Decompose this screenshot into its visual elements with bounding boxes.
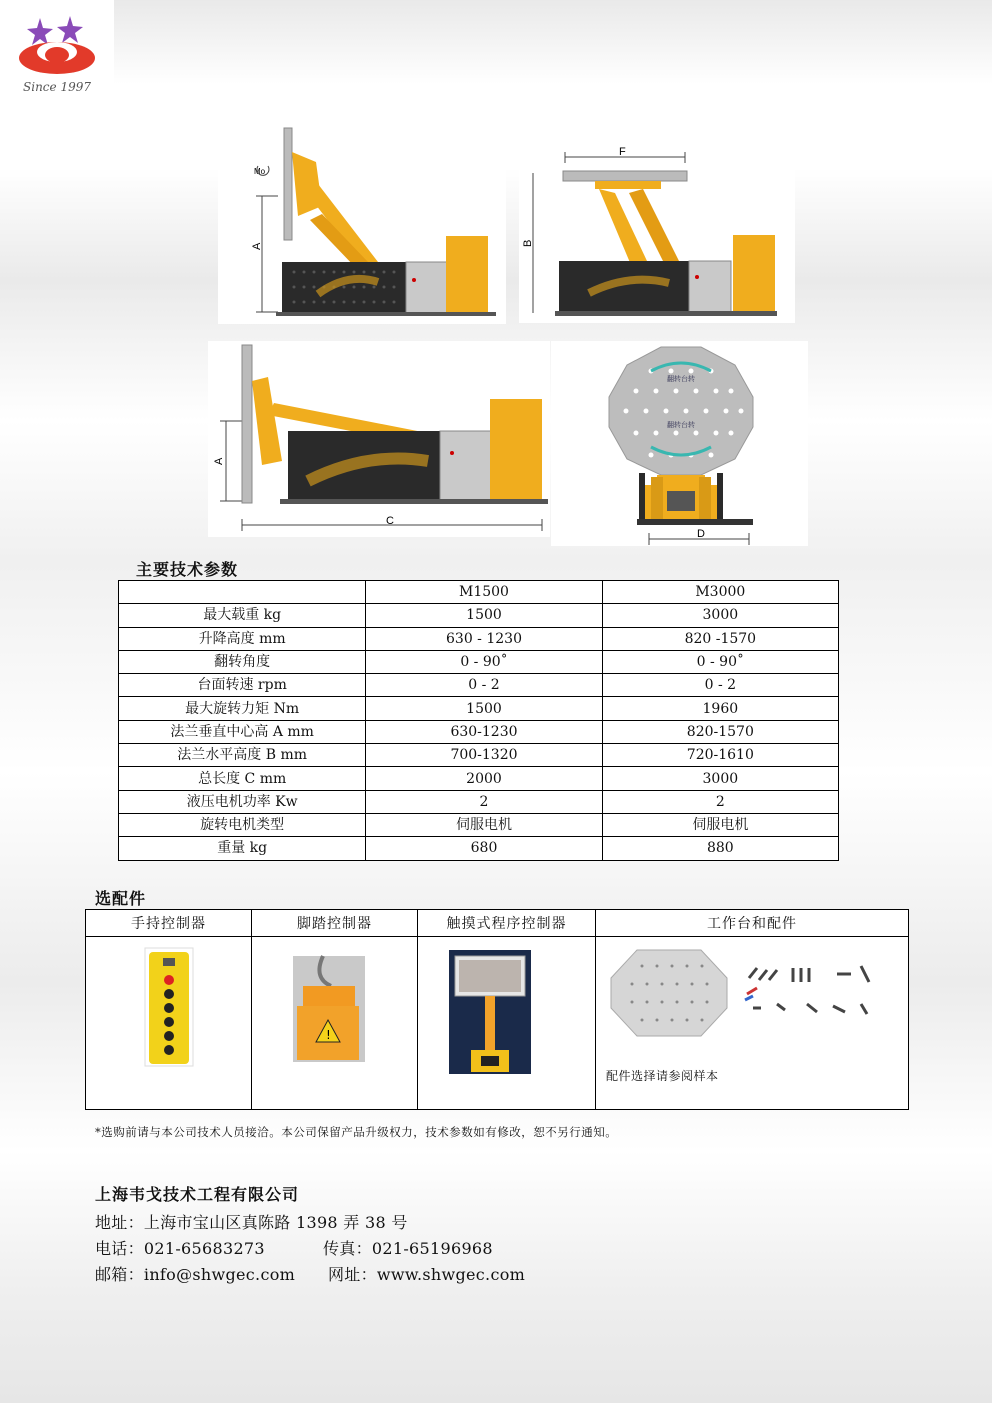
company-address: 地址：上海市宝山区真陈路 1398 弄 38 号 <box>95 1213 408 1232</box>
acc-header-foot-pedal: 脚踏控制器 <box>252 910 418 937</box>
spec-title: 主要技术参数 <box>136 560 239 579</box>
row-label: 法兰垂直中心高 A mm <box>119 720 366 743</box>
cell-m3000: 820 -1570 <box>602 627 838 650</box>
dim-label-a: A <box>251 242 263 250</box>
platform-label-bottom: 翻转台转 <box>667 421 695 429</box>
header-cell-m1500: M1500 <box>366 581 602 604</box>
cell-m3000: 3000 <box>602 604 838 627</box>
acc-header-touch-controller: 触摸式程序控制器 <box>418 910 596 937</box>
touch-controller-icon <box>419 938 594 1104</box>
acc-cell-touch-controller <box>418 937 596 1110</box>
dim-label-c: C <box>386 515 394 527</box>
table-row <box>119 837 839 860</box>
svg-text:!: ! <box>326 1028 331 1042</box>
table-header-row <box>119 581 839 604</box>
acc-header-worktable: 工作台和配件 <box>596 910 909 937</box>
cell-m1500: 700-1320 <box>366 744 602 767</box>
accessories-title: 选配件 <box>95 889 147 908</box>
cell-m3000: 伺服电机 <box>602 813 838 836</box>
cell-m3000: 1960 <box>602 697 838 720</box>
cell-m1500: 1500 <box>366 604 602 627</box>
table-row <box>119 650 839 673</box>
handheld-controller-icon <box>87 938 250 1104</box>
figure-side-view-a <box>218 122 506 324</box>
acc-note-in-cell: 配件选择请参阅样本 <box>606 1069 719 1083</box>
cell-m1500: 2 <box>366 790 602 813</box>
spec-table <box>118 580 839 861</box>
row-label: 翻转角度 <box>119 650 366 673</box>
cell-m1500: 630-1230 <box>366 720 602 743</box>
figure-front-view-d <box>551 341 808 546</box>
figure-flat-view-b <box>519 143 795 323</box>
dim-label-b: B <box>522 239 534 247</box>
company-fax: 传真：021-65196968 <box>323 1239 493 1258</box>
acc-cell-worktable <box>596 937 909 1110</box>
acc-cell-foot-pedal <box>252 937 418 1110</box>
company-logo <box>0 0 114 114</box>
cell-m1500: 1500 <box>366 697 602 720</box>
cell-m3000: 0 - 2 <box>602 674 838 697</box>
table-row <box>119 674 839 697</box>
table-row <box>119 813 839 836</box>
dim-label-a2: A <box>213 457 225 465</box>
cell-m3000: 820-1570 <box>602 720 838 743</box>
acc-cell-handheld <box>86 937 252 1110</box>
cell-m3000: 880 <box>602 837 838 860</box>
dim-label-d: D <box>697 528 705 540</box>
company-email[interactable]: 邮箱：info@shwgec.com <box>95 1265 296 1284</box>
row-label: 升降高度 mm <box>119 627 366 650</box>
accessories-table <box>85 909 909 1110</box>
row-label: 旋转电机类型 <box>119 813 366 836</box>
company-website[interactable]: 网址：www.shwgec.com <box>328 1265 526 1284</box>
disclaimer-note: *选购前请与本公司技术人员接洽。本公司保留产品升级权力，技术参数如有修改，恕不另行通知。 <box>95 1125 618 1139</box>
cell-m1500: 2000 <box>366 767 602 790</box>
cell-m1500: 伺服电机 <box>366 813 602 836</box>
table-row <box>119 604 839 627</box>
foot-pedal-icon <box>253 938 416 1104</box>
row-label: 总长度 C mm <box>119 767 366 790</box>
cell-m3000: 720-1610 <box>602 744 838 767</box>
header-cell-m3000: M3000 <box>602 581 838 604</box>
cell-m3000: 3000 <box>602 767 838 790</box>
table-row <box>119 767 839 790</box>
dim-label-f: F <box>619 146 626 158</box>
company-phone: 电话：021-65683273 <box>95 1239 265 1258</box>
header-cell-blank <box>119 581 366 604</box>
cell-m1500: 630 - 1230 <box>366 627 602 650</box>
figure-side-view-c <box>208 341 550 537</box>
company-name: 上海韦戈技术工程有限公司 <box>95 1185 300 1204</box>
row-label: 重量 kg <box>119 837 366 860</box>
worktable-accessories-icon <box>597 938 907 1068</box>
cell-m3000: 0 - 90˚ <box>602 650 838 673</box>
row-label: 液压电机功率 Kw <box>119 790 366 813</box>
logo-since-text: Since 1997 <box>23 80 91 94</box>
table-row <box>119 744 839 767</box>
table-row <box>119 790 839 813</box>
dim-label-mo: Mo <box>254 167 266 176</box>
platform-label-top: 翻转台转 <box>667 375 695 383</box>
row-label: 最大载重 kg <box>119 604 366 627</box>
acc-header-handheld: 手持控制器 <box>86 910 252 937</box>
row-label: 最大旋转力矩 Nm <box>119 697 366 720</box>
table-row <box>119 720 839 743</box>
row-label: 法兰水平高度 B mm <box>119 744 366 767</box>
logo-emblem-icon <box>0 0 114 80</box>
cell-m1500: 0 - 2 <box>366 674 602 697</box>
cell-m3000: 2 <box>602 790 838 813</box>
row-label: 台面转速 rpm <box>119 674 366 697</box>
table-row <box>119 627 839 650</box>
cell-m1500: 0 - 90˚ <box>366 650 602 673</box>
table-row <box>119 697 839 720</box>
cell-m1500: 680 <box>366 837 602 860</box>
